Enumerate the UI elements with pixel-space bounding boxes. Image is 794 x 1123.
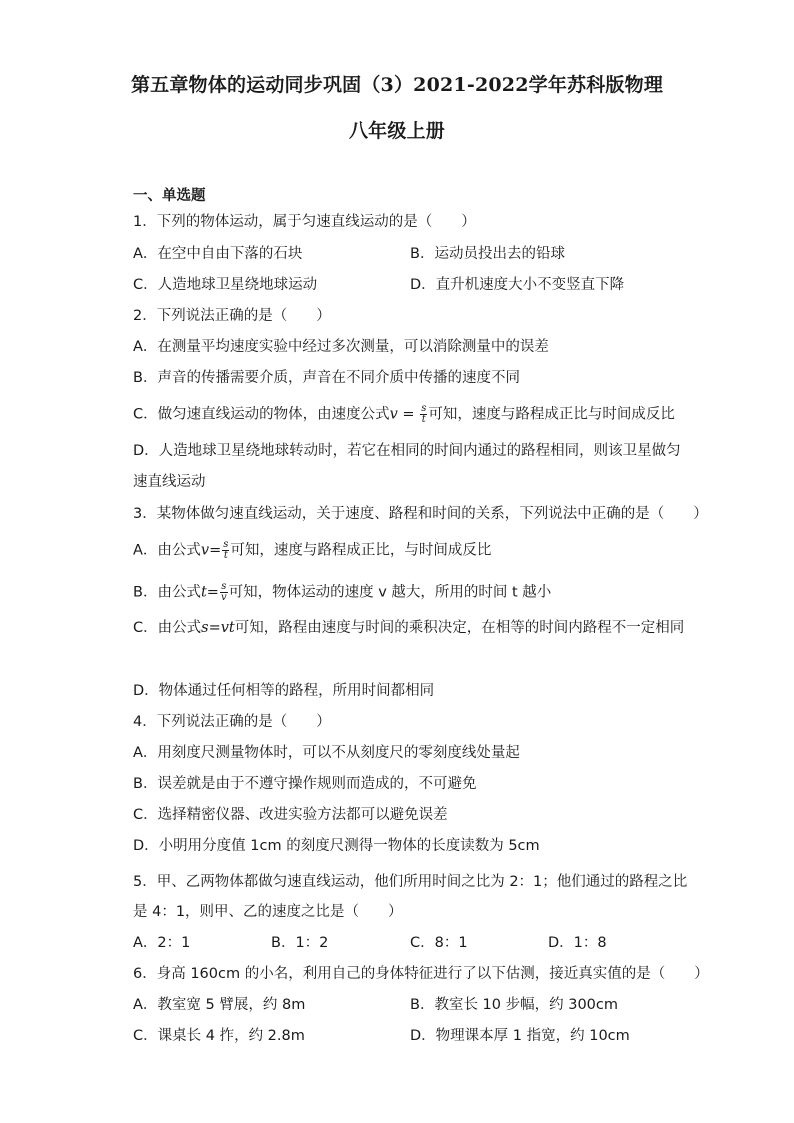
question-1-option-a: A．在空中自由下落的石块 <box>133 246 303 262</box>
fraction-numerator: s <box>223 539 229 550</box>
title-line-2: 八年级上册 <box>348 120 445 142</box>
question-2-option-d-line-1: D．人造地球卫星绕地球转动时，若它在相同的时间内通过的路程相同，则该卫星做匀 <box>133 443 681 459</box>
formula-fraction <box>420 404 427 425</box>
question-2-option-a: A．在测量平均速度实验中经过多次测量，可以消除测量中的误差 <box>133 339 549 355</box>
formula-variable: v <box>389 406 398 423</box>
question-5-option-d: D．1：8 <box>548 935 607 951</box>
formula-variable: v <box>200 542 210 559</box>
title-line-1: 第五章物体的运动同步巩固（3）2021-2022学年苏科版物理 <box>130 74 664 96</box>
question-4-stem: 4．下列说法正确的是（ ） <box>133 714 331 730</box>
section-heading: 一、单选题 <box>133 188 206 204</box>
question-3-option-a <box>133 540 491 561</box>
formula-equals: = <box>209 542 222 559</box>
option-text: A．由公式 <box>133 542 201 559</box>
formula-inline: s=vt <box>201 620 235 636</box>
formula-variable: t <box>200 584 207 601</box>
question-1-option-d: D．直升机速度大小不变竖直下降 <box>410 277 625 293</box>
question-5-option-b: B．1：2 <box>271 935 329 951</box>
question-6-stem: 6．身高 160cm 的小名，利用自己的身体特征进行了以下估测，接近真实值的是（ ） <box>133 966 709 982</box>
formula-fraction <box>220 582 228 603</box>
option-text: C．由公式 <box>133 620 202 636</box>
question-1-option-b: B．运动员投出去的铅球 <box>410 246 565 262</box>
question-4-option-c: C．选择精密仪器、改进实验方法都可以避免误差 <box>133 807 448 823</box>
option-text: 可知，速度与路程成正比，与时间成反比 <box>230 542 492 559</box>
question-5-stem-line-2: 是 4：1，则甲、乙的速度之比是（ ） <box>133 904 403 920</box>
question-3-stem: 3．某物体做匀速直线运动，关于速度、路程和时间的关系，下列说法中正确的是（ ） <box>133 506 708 522</box>
option-text: 可知，速度与路程成正比与时间成反比 <box>428 406 675 423</box>
question-3-option-d: D．物体通过任何相等的路程，所用时间都相同 <box>133 683 435 699</box>
question-4-option-b: B．误差就是由于不遵守操作规则而造成的，不可避免 <box>133 776 477 792</box>
question-6-option-b: B．教室长 10 步幅，约 300cm <box>410 997 618 1013</box>
question-5-stem-line-1: 5．甲、乙两物体都做匀速直线运动，他们所用时间之比为 2：1；他们通过的路程之比 <box>133 874 688 890</box>
question-3-option-c <box>133 618 684 638</box>
question-2-option-b: B．声音的传播需要介质，声音在不同介质中传播的速度不同 <box>133 370 520 386</box>
question-2-option-c <box>133 404 675 425</box>
question-6-option-c: C．课桌长 4 拃，约 2.8m <box>133 1028 305 1044</box>
question-1-option-c: C．人造地球卫星绕地球运动 <box>133 277 318 293</box>
question-4-option-d: D．小明用分度值 1cm 的刻度尺测得一物体的长度读数为 5cm <box>133 838 540 854</box>
option-text: 可知，物体运动的速度 v 越大，所用的时间 t 越小 <box>228 584 552 601</box>
formula-equals: = <box>397 406 420 423</box>
question-5-option-c: C．8：1 <box>410 935 468 951</box>
formula-equals: = <box>206 584 219 601</box>
fraction-denominator: t <box>421 414 426 425</box>
option-text: C．做匀速直线运动的物体，由速度公式 <box>133 406 390 423</box>
fraction-numerator: s <box>221 581 227 592</box>
question-1-stem: 1．下列的物体运动，属于匀速直线运动的是（ ） <box>133 214 476 230</box>
option-text: B．由公式 <box>133 584 201 601</box>
question-3-option-b <box>133 582 551 603</box>
question-2-stem: 2．下列说法正确的是（ ） <box>133 308 331 324</box>
question-6-option-a: A．教室宽 5 臂展，约 8m <box>133 997 306 1013</box>
fraction-denominator: t <box>223 550 228 561</box>
fraction-denominator: v <box>220 592 227 603</box>
option-text: 可知，路程由速度与时间的乘积决定，在相等的时间内路程不一定相同 <box>234 620 685 636</box>
question-6-option-d: D．物理课本厚 1 指宽，约 10cm <box>410 1028 630 1044</box>
question-4-option-a: A．用刻度尺测量物体时，可以不从刻度尺的零刻度线处量起 <box>133 745 520 761</box>
formula-fraction <box>222 540 229 561</box>
question-2-option-d-line-2: 速直线运动 <box>133 474 206 490</box>
question-5-option-a: A．2：1 <box>133 935 191 951</box>
fraction-numerator: s <box>421 403 427 414</box>
